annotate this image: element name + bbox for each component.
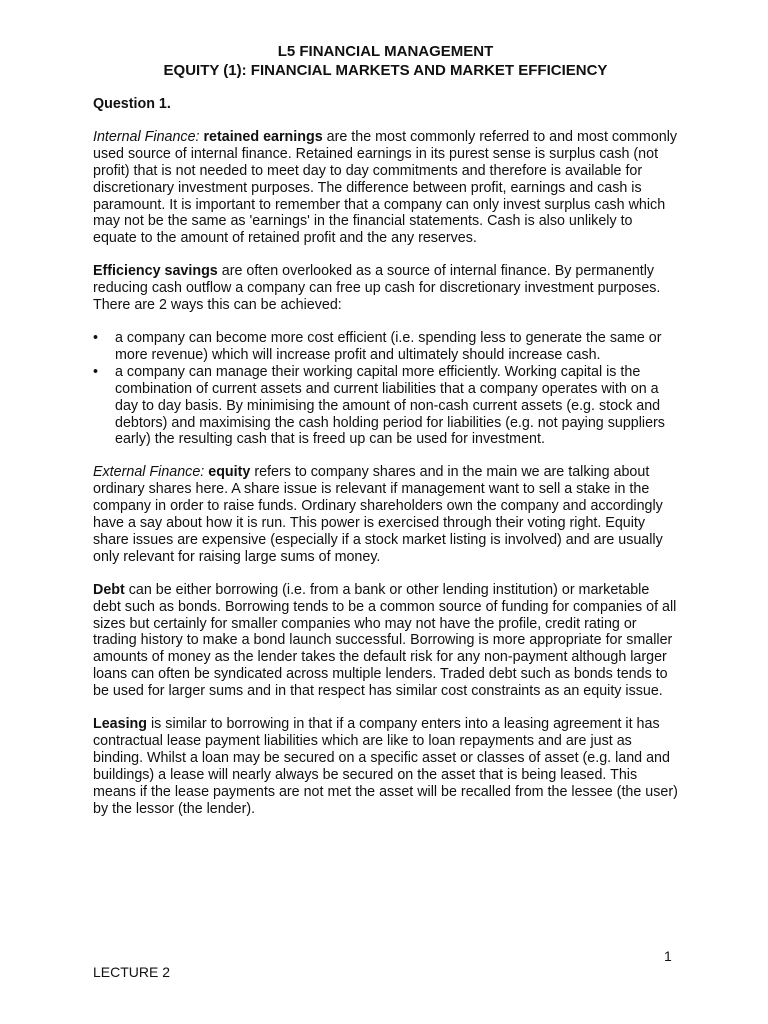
page-footer: LECTURE 2: [93, 964, 171, 980]
equity-term: equity: [208, 464, 251, 481]
list-item-text: a company can become more cost efficient (i.e. spending less to generate the same or more revenue) which will increase profit and ultimately should increase cash.: [115, 329, 662, 363]
leasing-term: Leasing: [93, 716, 148, 733]
page-number: 1: [664, 948, 672, 964]
list-item: [93, 330, 678, 364]
list-item: [93, 364, 678, 449]
debt-term: Debt: [93, 581, 125, 598]
efficiency-bullet-list: [93, 330, 678, 448]
external-finance-text: refers to company shares and in the main we are talking about ordinary shares here. A share issue is relevant if management want to sell a stake in the company in order to raise funds. Ordinary shareholders own the company and accordingly have a say about how it is run. This power is exercised through their voting right. Equity share issues are expensive (especially if a stock market listing is involved) and are usually only relevant for raising large sums of money.: [93, 464, 663, 565]
document-title-line-1: L5 FINANCIAL MANAGEMENT: [277, 43, 494, 60]
leasing-text: is similar to borrowing in that if a company enters into a leasing agreement it has contractual lease payment liabilities which are like to loan repayments and are just as binding. Whilst a loan may be secured on a specific asset or classes of asset (e.g. land and buildings) a lease will nearly always be secured on the asset that is being leased. This means if the lease payments are not met the asset will be recalled from the lessee (the user) by the lessor (the lender).: [93, 716, 678, 817]
internal-finance-paragraph: [93, 129, 678, 247]
question-heading: Question 1.: [93, 96, 171, 112]
internal-finance-label: Internal Finance:: [93, 128, 200, 145]
leasing-paragraph: [93, 716, 678, 817]
debt-paragraph: [93, 582, 678, 700]
document-title-line-2: EQUITY (1): FINANCIAL MARKETS AND MARKET EFFICIENCY: [163, 62, 608, 79]
efficiency-savings-text: are often overlooked as a source of internal finance. By permanently reducing cash outflow a company can free up cash for discretionary investment purposes. There are 2 ways this can be achieved:: [93, 263, 661, 314]
retained-earnings-term: retained earnings: [203, 128, 323, 145]
efficiency-savings-paragraph: [93, 263, 678, 314]
document-page: [93, 42, 678, 818]
bullet-icon: •: [93, 363, 99, 380]
efficiency-savings-term: Efficiency savings: [93, 263, 218, 280]
list-item-text: a company can manage their working capital more efficiently. Working capital is the combination of current assets and current liabilities that a company operates with on a day to day basis. By minimising the amount of non-cash current assets (e.g. stock and debtors) and maximising the cash holding period for liabilities (e.g. not paying suppliers early) the resulting cash that is freed up can be used for investment.: [115, 363, 665, 448]
external-finance-label: External Finance:: [93, 464, 205, 481]
internal-finance-text: are the most commonly referred to and most commonly used source of internal finance. Retained earnings in its purest sense is surplus cash (not profit) that is not needed to meet day to day commitments and therefore is available for discretionary investment purposes. The difference between profit, earnings and cash is paramount. It is important to remember that a company can only invest surplus cash which may not be the same as 'earnings' in the financial statements. Cash is also unlikely to equate to the amount of retained profit and the any reserves.: [93, 128, 678, 247]
debt-text: can be either borrowing (i.e. from a bank or other lending institution) or marketable debt such as bonds. Borrowing tends to be a common source of funding for companies of all sizes but certainly for smaller companies who may not have the profile, credit rating or trading history to make a bond launch successful. Borrowing is more appropriate for smaller amounts of money as the lender takes the default risk for any non-payment although larger loans can often be syndicated across multiple lenders. Traded debt such as bonds tends to be used for larger sums and in that respect has similar cost constraints as an equity issue.: [93, 581, 677, 700]
external-finance-paragraph: [93, 464, 678, 565]
bullet-icon: •: [93, 329, 99, 346]
